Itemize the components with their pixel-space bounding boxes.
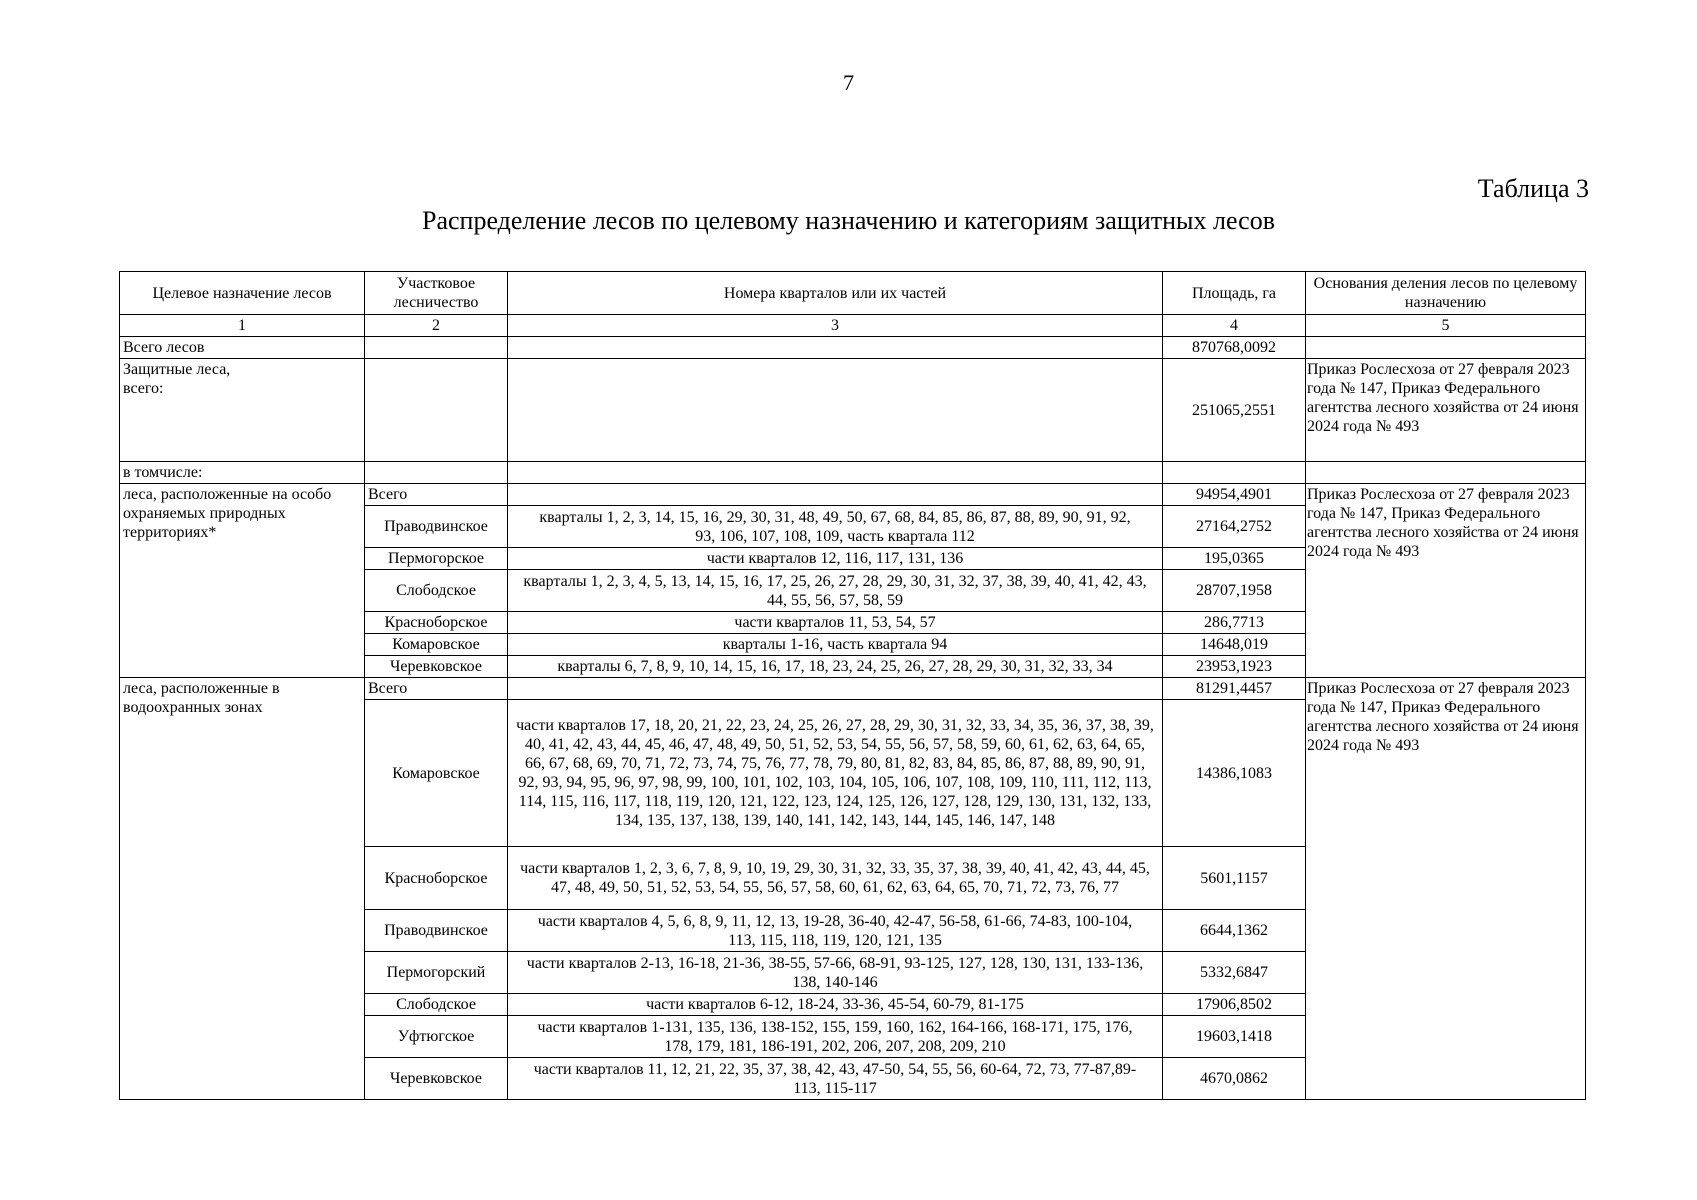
empty-cell [365, 359, 508, 462]
column-number: 1 [120, 315, 365, 337]
protective-label: Защитные леса, всего: [120, 359, 365, 462]
forest-distribution-table [119, 271, 1586, 1100]
empty-cell [508, 678, 1163, 700]
header-quarters: Номера кварталов или их частей [508, 272, 1163, 315]
table-row-including [120, 462, 1586, 484]
empty-cell [1163, 462, 1306, 484]
forestry-name: Праводвинское [365, 910, 508, 952]
area-value: 17906,8502 [1163, 994, 1306, 1016]
area-value: 4670,0862 [1163, 1058, 1306, 1100]
quarters-list: части кварталов 17, 18, 20, 21, 22, 23, 24, 25, 26, 27, 28, 29, 30, 31, 32, 33, 34, 35, 36, 37, 38, 39, 40, 41, 42, 43, 44, 45, 46, 47, 48, 49, 50, 51, 52, 53, 54, 55, 56, 57, 58, 59, 60, 61, 62, 63, 64, 65, 66, 67, 68, 69, 70, 71, 72, 73, 74, 75, 76, 77, 78, 79, 80, 81, 82, 83, 84, 85, 86, 87, 88, 89, 90, 91, 92, 93, 94, 95, 96, 97, 98, 99, 100, 101, 102, 103, 104, 105, 106, 107, 108, 109, 110, 111, 112, 113, 114, 115, 116, 117, 118, 119, 120, 121, 122, 123, 124, 125, 126, 127, 128, 129, 130, 131, 132, 133, 134, 135, 137, 138, 139, 140, 141, 142, 143, 144, 145, 146, 147, 148 [508, 700, 1163, 847]
page-number: 7 [843, 70, 854, 95]
empty-cell [508, 484, 1163, 506]
table-row-total [120, 337, 1586, 359]
header-forestry: Участковое лесничество [365, 272, 508, 315]
water-basis: Приказ Рослесхоза от 27 февраля 2023 года № 147, Приказ Федерального агентства лесного хозяйства от 24 июня 2024 года № 493 [1306, 678, 1586, 1100]
quarters-list: части кварталов 4, 5, 6, 8, 9, 11, 12, 13, 19-28, 36-40, 42-47, 56-58, 61-66, 74-83, 100-104, 113, 115, 118, 119, 120, 121, 135 [508, 910, 1163, 952]
forestry-name: Черевковское [365, 1058, 508, 1100]
forestry-name: Красноборское [365, 612, 508, 634]
quarters-list: кварталы 1, 2, 3, 4, 5, 13, 14, 15, 16, 17, 25, 26, 27, 28, 29, 30, 31, 32, 37, 38, 39, 40, 41, 42, 43, 44, 55, 56, 57, 58, 59 [508, 570, 1163, 612]
forestry-name: Слободское [365, 994, 508, 1016]
forestry-name: Пермогорское [365, 548, 508, 570]
header-area: Площадь, га [1163, 272, 1306, 315]
quarters-list: кварталы 1-16, часть квартала 94 [508, 634, 1163, 656]
column-number: 5 [1306, 315, 1586, 337]
area-value: 14386,1083 [1163, 700, 1306, 847]
forestry-name: Черевковское [365, 656, 508, 678]
area-value: 5601,1157 [1163, 847, 1306, 910]
water-total-area: 81291,4457 [1163, 678, 1306, 700]
quarters-list: части кварталов 6-12, 18-24, 33-36, 45-54, 60-79, 81-175 [508, 994, 1163, 1016]
forestry-name: Пермогорский [365, 952, 508, 994]
protective-area: 251065,2551 [1163, 359, 1306, 462]
empty-cell [1306, 337, 1586, 359]
quarters-list: части кварталов 12, 116, 117, 131, 136 [508, 548, 1163, 570]
quarters-list: части кварталов 11, 53, 54, 57 [508, 612, 1163, 634]
empty-cell [365, 462, 508, 484]
area-value: 6644,1362 [1163, 910, 1306, 952]
empty-cell [365, 337, 508, 359]
area-value: 195,0365 [1163, 548, 1306, 570]
area-value: 286,7713 [1163, 612, 1306, 634]
area-value: 19603,1418 [1163, 1016, 1306, 1058]
water-label: леса, расположенные в водоохранных зонах [120, 678, 365, 1100]
forestry-name: Комаровское [365, 634, 508, 656]
empty-cell [508, 359, 1163, 462]
table-row-water-total [120, 678, 1586, 700]
table-title: Распределение лесов по целевому назначению и категориям защитных лесов [422, 206, 1275, 235]
empty-cell [508, 337, 1163, 359]
quarters-list: кварталы 6, 7, 8, 9, 10, 14, 15, 16, 17, 18, 23, 24, 25, 26, 27, 28, 29, 30, 31, 32, 33, 34 [508, 656, 1163, 678]
table-row-oopt-total [120, 484, 1586, 506]
oopt-basis: Приказ Рослесхоза от 27 февраля 2023 года № 147, Приказ Федерального агентства лесного хозяйства от 24 июня 2024 года № 493 [1306, 484, 1586, 678]
header-purpose: Целевое назначение лесов [120, 272, 365, 315]
quarters-list: кварталы 1, 2, 3, 14, 15, 16, 29, 30, 31, 48, 49, 50, 67, 68, 84, 85, 86, 87, 88, 89, 90, 91, 92, 93, 106, 107, 108, 109, часть квартала 112 [508, 506, 1163, 548]
oopt-total-area: 94954,4901 [1163, 484, 1306, 506]
forestry-name: Комаровское [365, 700, 508, 847]
table-header-row [120, 272, 1586, 315]
forestry-name: Праводвинское [365, 506, 508, 548]
column-number: 4 [1163, 315, 1306, 337]
including-label: в томчисле: [120, 462, 365, 484]
empty-cell [508, 462, 1163, 484]
forestry-name: Красноборское [365, 847, 508, 910]
quarters-list: части кварталов 11, 12, 21, 22, 35, 37, 38, 42, 43, 47-50, 54, 55, 56, 60-64, 72, 73, 77-87,89-113, 115-117 [508, 1058, 1163, 1100]
quarters-list: части кварталов 1, 2, 3, 6, 7, 8, 9, 10, 19, 29, 30, 31, 32, 33, 35, 37, 38, 39, 40, 41, 42, 43, 44, 45, 47, 48, 49, 50, 51, 52, 53, 54, 55, 56, 57, 58, 60, 61, 62, 63, 64, 65, 70, 71, 72, 73, 76, 77 [508, 847, 1163, 910]
protective-basis: Приказ Рослесхоза от 27 февраля 2023 года № 147, Приказ Федерального агентства лесного хозяйства от 24 июня 2024 года № 493 [1306, 359, 1586, 462]
column-number: 3 [508, 315, 1163, 337]
empty-cell [1306, 462, 1586, 484]
forestry-name: Слободское [365, 570, 508, 612]
table-row-protective [120, 359, 1586, 462]
header-basis: Основания деления лесов по целевому назначению [1306, 272, 1586, 315]
oopt-total-label: Всего [365, 484, 508, 506]
area-value: 23953,1923 [1163, 656, 1306, 678]
total-area: 870768,0092 [1163, 337, 1306, 359]
total-label: Всего лесов [120, 337, 365, 359]
water-total-label: Всего [365, 678, 508, 700]
quarters-list: части кварталов 1-131, 135, 136, 138-152, 155, 159, 160, 162, 164-166, 168-171, 175, 176, 178, 179, 181, 186-191, 202, 206, 207, 208, 209, 210 [508, 1016, 1163, 1058]
column-number: 2 [365, 315, 508, 337]
oopt-label: леса, расположенные на особо охраняемых природных территориях* [120, 484, 365, 678]
quarters-list: части кварталов 2-13, 16-18, 21-36, 38-55, 57-66, 68-91, 93-125, 127, 128, 130, 131, 133-136, 138, 140-146 [508, 952, 1163, 994]
area-value: 28707,1958 [1163, 570, 1306, 612]
column-number-row [120, 315, 1586, 337]
area-value: 27164,2752 [1163, 506, 1306, 548]
forestry-name: Уфтюгское [365, 1016, 508, 1058]
area-value: 14648,019 [1163, 634, 1306, 656]
table-label: Таблица 3 [1477, 174, 1589, 203]
area-value: 5332,6847 [1163, 952, 1306, 994]
